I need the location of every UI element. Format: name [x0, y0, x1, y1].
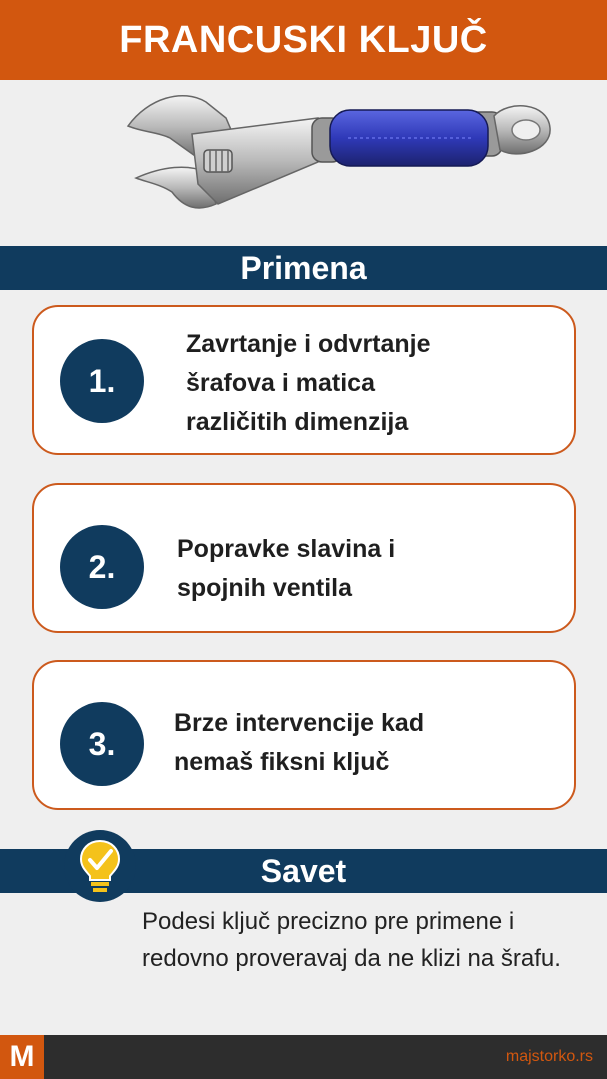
step-number: 1.: [60, 339, 144, 423]
usage-heading: Primena: [0, 246, 607, 290]
wrench-illustration: [108, 88, 558, 218]
step-number: 3.: [60, 702, 144, 786]
usage-card-2: [32, 483, 576, 633]
brand-logo: M: [0, 1035, 44, 1079]
usage-text: Popravke slavina i spojnih ventila: [177, 535, 396, 602]
usage-card-3: [32, 660, 576, 810]
tip-heading: Savet: [0, 849, 607, 893]
footer: [0, 1035, 607, 1079]
usage-text: Brze intervencije kad nemaš fiksni ključ: [174, 709, 425, 776]
website-link[interactable]: majstorko.rs: [505, 1048, 593, 1065]
page-title: FRANCUSKI KLJUČ: [0, 0, 607, 80]
lightbulb-check-icon: [64, 830, 136, 902]
step-number: 2.: [60, 525, 144, 609]
usage-card-1: [32, 305, 576, 455]
tip-text: Podesi ključ precizno pre primene i redovno proveravaj da ne klizi na šrafu.: [142, 908, 561, 972]
usage-text: Zavrtanje i odvrtanje šrafova i matica različitih dimenzija: [186, 330, 431, 436]
